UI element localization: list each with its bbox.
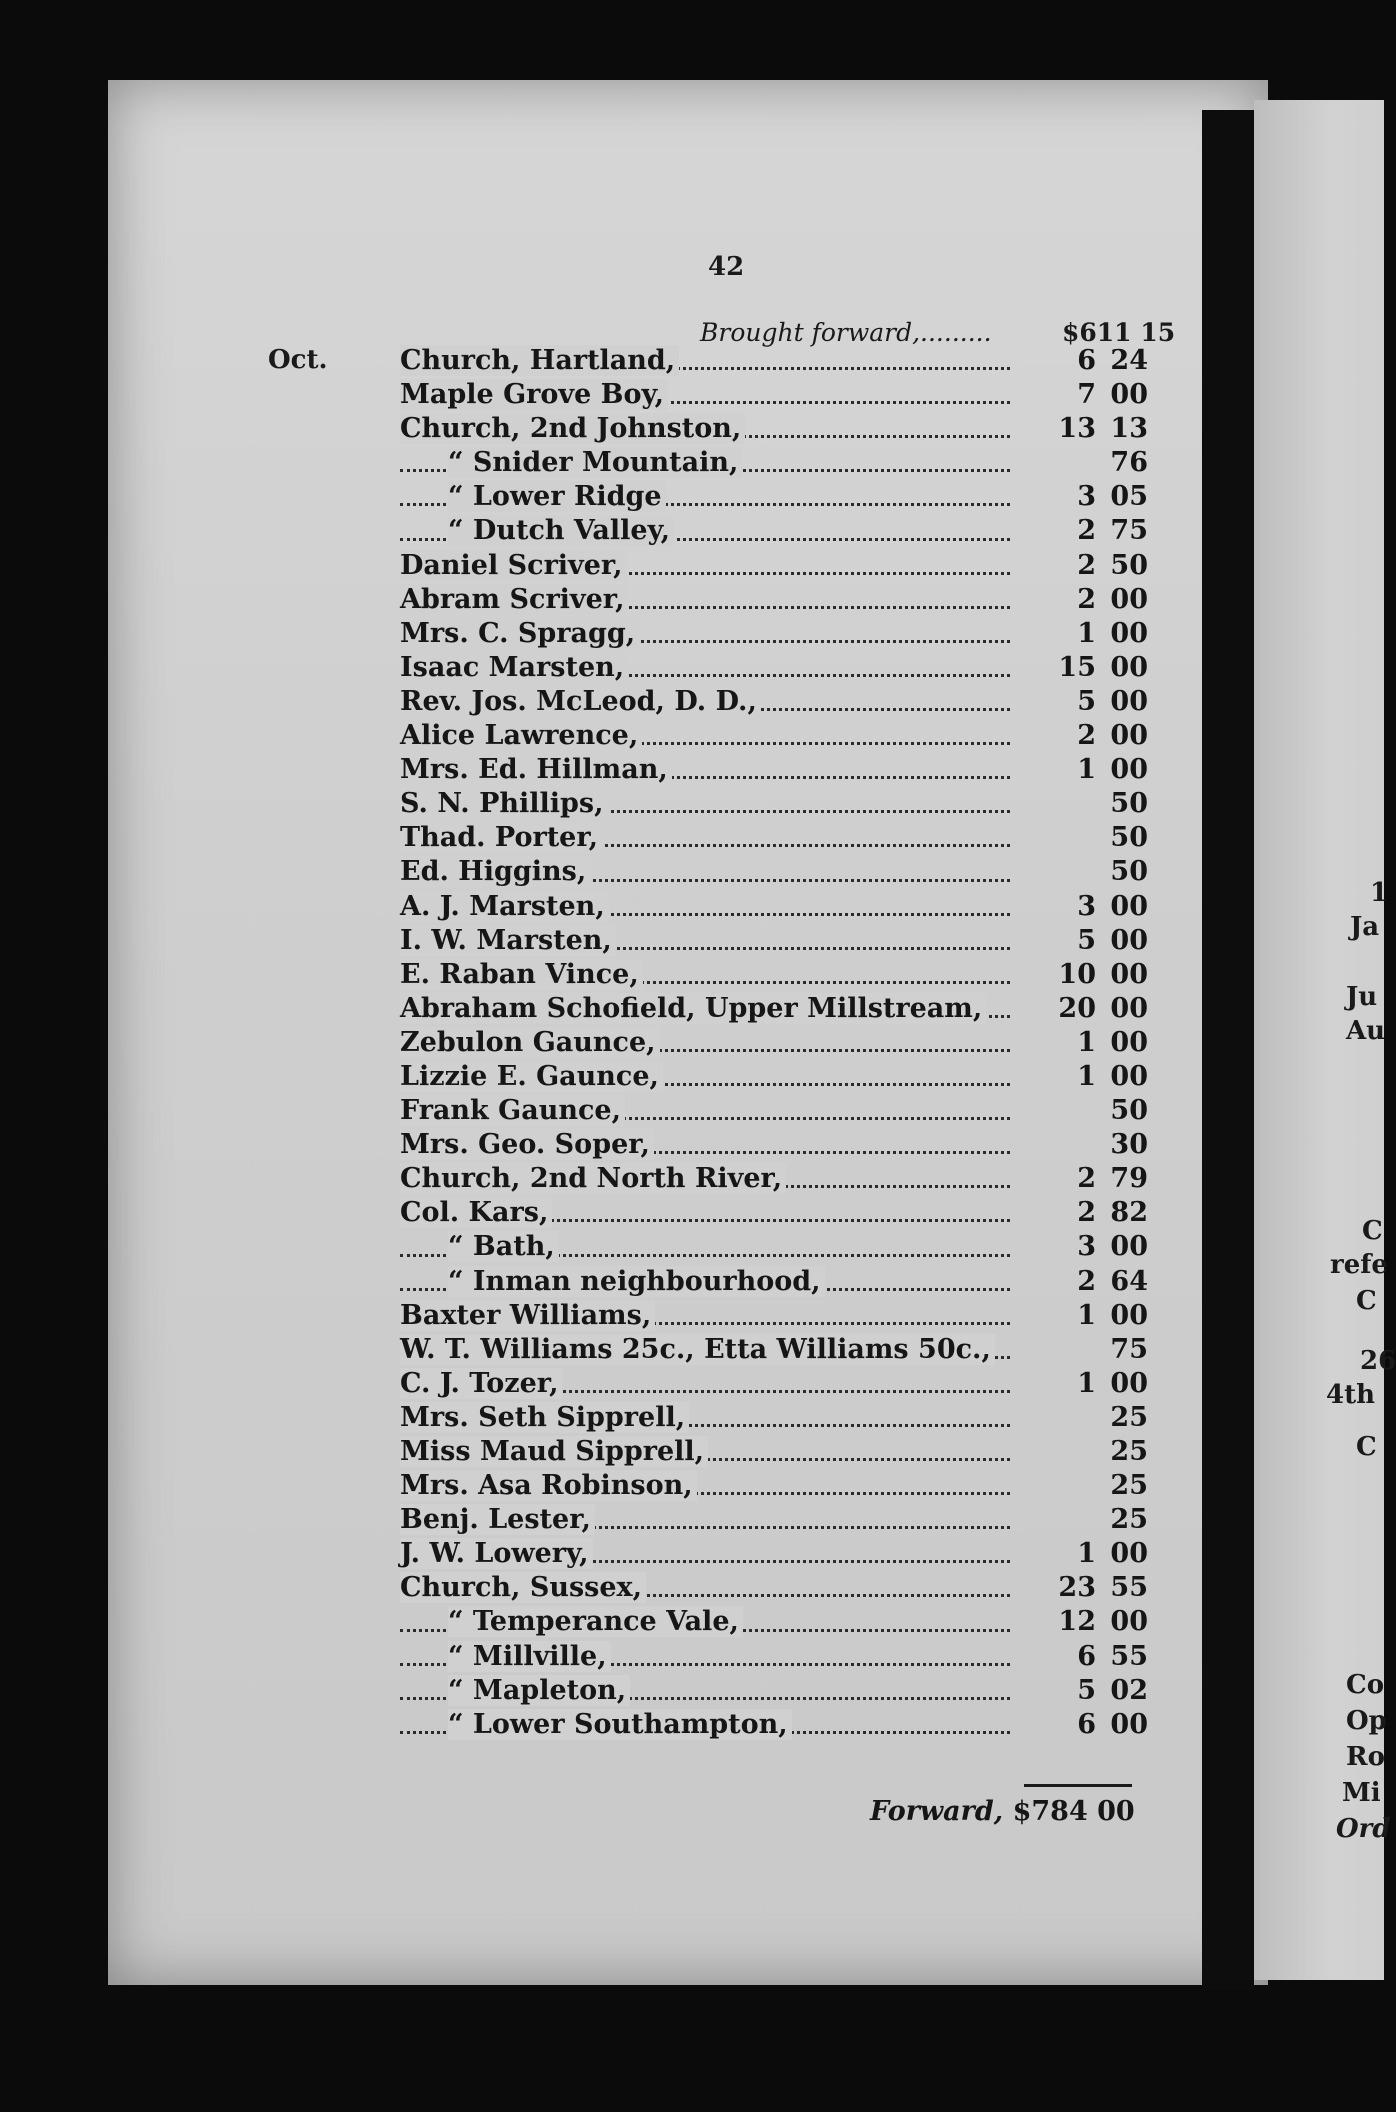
amount-cents: 13 xyxy=(1110,413,1148,445)
ledger-row xyxy=(370,821,1170,855)
donor-name xyxy=(400,1094,625,1128)
ledger-row xyxy=(370,1299,1170,1333)
amount xyxy=(1052,1571,1172,1605)
donor-name xyxy=(448,1230,559,1264)
amount-cents: 50 xyxy=(1110,822,1148,854)
donor-name-text: Miss Maud Sipprell, xyxy=(400,1436,708,1467)
book-spine-shadow xyxy=(1202,110,1254,1990)
ledger-row xyxy=(370,446,1170,480)
donor-name-text: Church, Sussex, xyxy=(400,1572,646,1603)
donor-name-text: Church, Hartland, xyxy=(400,345,679,376)
amount xyxy=(1052,685,1172,719)
amount-cents: 00 xyxy=(1110,617,1148,649)
donor-name-text: “ Lower Southampton, xyxy=(448,1709,792,1740)
amount xyxy=(1052,1469,1172,1503)
amount xyxy=(1052,651,1172,685)
amount-dollars: 2 xyxy=(1077,1265,1096,1297)
amount-cents: 24 xyxy=(1110,345,1148,376)
amount-dollars: 13 xyxy=(1058,413,1096,445)
donor-name xyxy=(448,446,742,480)
amount-cents: 00 xyxy=(1110,379,1148,411)
amount-dollars: 5 xyxy=(1077,1674,1096,1706)
amount-dollars: 20 xyxy=(1058,992,1096,1024)
donor-name-text: Maple Grove Boy, xyxy=(400,379,668,410)
amount-cents: 00 xyxy=(1110,1606,1148,1638)
donor-name xyxy=(448,1265,825,1299)
donor-name-text: Mrs. Asa Robinson, xyxy=(400,1470,697,1501)
amount xyxy=(1052,1537,1172,1571)
forward-dollars: $784 xyxy=(1012,1796,1088,1827)
donor-name xyxy=(400,651,628,685)
amount-cents: 50 xyxy=(1110,856,1148,888)
amount-cents: 64 xyxy=(1110,1265,1148,1297)
total-rule xyxy=(1024,1784,1132,1787)
ledger-row xyxy=(370,549,1170,583)
amount-cents: 50 xyxy=(1110,549,1148,581)
amount xyxy=(1052,1503,1172,1537)
page-number: 42 xyxy=(708,252,745,282)
ledger-row xyxy=(370,1708,1170,1742)
amount xyxy=(1052,1605,1172,1639)
donor-name-text: “ Dutch Valley, xyxy=(448,515,674,546)
donor-name-text: Alice Lawrence, xyxy=(400,720,642,751)
ledger-row xyxy=(370,1128,1170,1162)
donor-name-text: Col. Kars, xyxy=(400,1197,552,1228)
ledger-row xyxy=(370,1571,1170,1605)
amount-dollars: 3 xyxy=(1077,1231,1096,1263)
amount-cents: 50 xyxy=(1110,1095,1148,1127)
amount-cents: 76 xyxy=(1110,447,1148,479)
amount-cents: 00 xyxy=(1110,754,1148,786)
forward-total-line xyxy=(870,1796,1135,1827)
donor-name xyxy=(400,549,627,583)
amount-dollars: 10 xyxy=(1058,958,1096,990)
donor-name-text: Mrs. C. Spragg, xyxy=(400,618,639,649)
amount-dollars: 15 xyxy=(1058,651,1096,683)
donor-name-text: Frank Gaunce, xyxy=(400,1095,625,1126)
amount-dollars: 2 xyxy=(1077,720,1096,752)
donor-name-text: Mrs. Ed. Hillman, xyxy=(400,754,672,785)
amount-cents: 00 xyxy=(1110,685,1148,717)
donor-name xyxy=(400,1537,593,1571)
donor-name-text: Daniel Scriver, xyxy=(400,550,627,581)
ledger-row xyxy=(370,344,1170,378)
amount xyxy=(1052,855,1172,889)
donor-name xyxy=(400,719,642,753)
amount-dollars: 7 xyxy=(1077,379,1096,411)
amount-cents: 00 xyxy=(1110,1367,1148,1399)
ledger-row xyxy=(370,617,1170,651)
brought-forward-label: Brought forward,......... xyxy=(700,318,992,347)
donor-name xyxy=(448,1708,792,1742)
ledger-row xyxy=(370,753,1170,787)
amount-cents: 00 xyxy=(1110,583,1148,615)
donor-name xyxy=(400,855,590,889)
ledger-row xyxy=(370,1026,1170,1060)
donor-name-text: Mrs. Geo. Soper, xyxy=(400,1129,654,1160)
amount xyxy=(1052,1367,1172,1401)
donor-name xyxy=(400,753,672,787)
ledger-row xyxy=(370,412,1170,446)
donor-name-text: Mrs. Seth Sipprell, xyxy=(400,1402,689,1433)
donor-name-text: Lizzie E. Gaunce, xyxy=(400,1061,663,1092)
amount-cents: 55 xyxy=(1110,1572,1148,1604)
facing-page-fragment: C xyxy=(1356,1286,1377,1316)
amount xyxy=(1052,821,1172,855)
donor-name xyxy=(400,924,616,958)
amount-dollars: 1 xyxy=(1077,754,1096,786)
facing-page-fragment: Ord xyxy=(1336,1814,1391,1844)
ledger-row xyxy=(370,1367,1170,1401)
amount-cents: 00 xyxy=(1110,1060,1148,1092)
donor-name-text: “ Inman neighbourhood, xyxy=(448,1266,825,1297)
donor-name xyxy=(400,1162,786,1196)
amount-cents: 00 xyxy=(1110,890,1148,922)
amount-dollars: 6 xyxy=(1077,1640,1096,1672)
amount-dollars: 1 xyxy=(1077,1367,1096,1399)
month-label: Oct. xyxy=(268,345,328,375)
donor-name xyxy=(400,412,745,446)
facing-page-fragment: Mi xyxy=(1342,1778,1381,1808)
ledger-row xyxy=(370,1605,1170,1639)
ledger-row xyxy=(370,1162,1170,1196)
ledger-row xyxy=(370,685,1170,719)
forward-label: Forward, xyxy=(870,1796,1004,1827)
brought-forward-line xyxy=(700,318,1176,347)
donor-name-text: Church, 2nd North River, xyxy=(400,1163,786,1194)
ledger-row xyxy=(370,583,1170,617)
facing-page-fragment: 4th xyxy=(1326,1380,1376,1410)
donor-name xyxy=(400,1571,646,1605)
facing-page-fragment: Co xyxy=(1346,1670,1385,1700)
brought-forward-cents: 15 xyxy=(1140,318,1176,347)
donor-name-text: W. T. Williams 25c., Etta Williams 50c., xyxy=(400,1334,995,1365)
amount-dollars: 2 xyxy=(1077,1163,1096,1195)
amount-dollars: 2 xyxy=(1077,583,1096,615)
amount xyxy=(1052,1299,1172,1333)
donor-name xyxy=(400,685,761,719)
ledger-row xyxy=(370,1435,1170,1469)
amount-dollars: 1 xyxy=(1077,1026,1096,1058)
ledger-row xyxy=(370,992,1170,1026)
amount xyxy=(1052,719,1172,753)
donor-name xyxy=(400,1026,660,1060)
amount xyxy=(1052,1060,1172,1094)
amount xyxy=(1052,412,1172,446)
amount-cents: 79 xyxy=(1110,1163,1148,1195)
amount-cents: 00 xyxy=(1110,1538,1148,1570)
donor-name xyxy=(400,1469,697,1503)
amount xyxy=(1052,958,1172,992)
ledger-row xyxy=(370,958,1170,992)
ledger-row xyxy=(370,1640,1170,1674)
donor-name-text: Abram Scriver, xyxy=(400,584,628,615)
amount-cents: 25 xyxy=(1110,1504,1148,1536)
forward-cents: 00 xyxy=(1097,1796,1135,1827)
amount xyxy=(1052,1196,1172,1230)
facing-page-fragment: Op xyxy=(1346,1706,1387,1736)
amount-cents: 00 xyxy=(1110,992,1148,1024)
facing-page-fragment: Ja xyxy=(1350,912,1380,942)
amount-cents: 00 xyxy=(1110,958,1148,990)
donor-name xyxy=(400,1367,562,1401)
donor-name xyxy=(400,958,643,992)
donor-name-text: I. W. Marsten, xyxy=(400,925,616,956)
donor-name xyxy=(400,1196,552,1230)
amount xyxy=(1052,787,1172,821)
donor-name-text: Zebulon Gaunce, xyxy=(400,1027,660,1058)
amount-dollars: 6 xyxy=(1077,345,1096,376)
amount-cents: 75 xyxy=(1110,1333,1148,1365)
ledger-row xyxy=(370,1401,1170,1435)
amount xyxy=(1052,1435,1172,1469)
ledger-row xyxy=(370,1333,1170,1367)
amount xyxy=(1052,1128,1172,1162)
ledger-row xyxy=(370,1674,1170,1708)
facing-page-fragment: Au xyxy=(1346,1016,1386,1046)
ledger-row xyxy=(370,1537,1170,1571)
donor-name-text: Church, 2nd Johnston, xyxy=(400,413,745,444)
donor-name xyxy=(400,378,668,412)
amount xyxy=(1052,617,1172,651)
ledger-row xyxy=(370,855,1170,889)
amount xyxy=(1052,924,1172,958)
donor-name xyxy=(400,787,608,821)
amount-cents: 00 xyxy=(1110,651,1148,683)
amount xyxy=(1052,1265,1172,1299)
ledger-entries xyxy=(370,344,1170,1742)
amount-cents: 75 xyxy=(1110,515,1148,547)
amount-cents: 50 xyxy=(1110,788,1148,820)
amount-cents: 00 xyxy=(1110,720,1148,752)
amount-cents: 00 xyxy=(1110,1026,1148,1058)
amount xyxy=(1052,890,1172,924)
donor-name-text: Ed. Higgins, xyxy=(400,856,590,887)
donor-name-text: “ Bath, xyxy=(448,1231,559,1262)
amount xyxy=(1052,1162,1172,1196)
amount xyxy=(1052,446,1172,480)
facing-page-fragment: C xyxy=(1356,1432,1377,1462)
amount xyxy=(1052,1333,1172,1367)
amount xyxy=(1052,1708,1172,1742)
ledger-row xyxy=(370,1060,1170,1094)
facing-page-fragment: 1 xyxy=(1370,878,1389,908)
donor-name xyxy=(400,583,628,617)
donor-name xyxy=(448,480,666,514)
donor-name-text: E. Raban Vince, xyxy=(400,959,643,990)
amount-cents: 00 xyxy=(1110,1299,1148,1331)
ledger-row xyxy=(370,651,1170,685)
amount-dollars: 1 xyxy=(1077,617,1096,649)
amount-cents: 02 xyxy=(1110,1674,1148,1706)
amount xyxy=(1052,514,1172,548)
amount xyxy=(1052,1640,1172,1674)
amount-dollars: 3 xyxy=(1077,890,1096,922)
donor-name xyxy=(448,1640,611,1674)
ledger-row xyxy=(370,890,1170,924)
donor-name xyxy=(400,1128,654,1162)
ledger-row xyxy=(370,719,1170,753)
amount xyxy=(1052,753,1172,787)
ledger-row xyxy=(370,1265,1170,1299)
donor-name xyxy=(400,344,679,378)
donor-name xyxy=(400,1060,663,1094)
ledger-row xyxy=(370,1094,1170,1128)
donor-name xyxy=(400,1503,595,1537)
ledger-row xyxy=(370,787,1170,821)
amount xyxy=(1052,583,1172,617)
facing-page-fragment: refe xyxy=(1330,1250,1388,1280)
amount-dollars: 3 xyxy=(1077,481,1096,513)
ledger-row xyxy=(370,1503,1170,1537)
donor-name-text: J. W. Lowery, xyxy=(400,1538,593,1569)
ledger-row xyxy=(370,480,1170,514)
donor-name-text: Abraham Schofield, Upper Millstream, xyxy=(400,993,986,1024)
donor-name-text: Benj. Lester, xyxy=(400,1504,595,1535)
brought-forward-dollars: $611 xyxy=(1062,318,1132,347)
ledger-row xyxy=(370,514,1170,548)
amount-dollars: 23 xyxy=(1058,1572,1096,1604)
amount-dollars: 2 xyxy=(1077,1197,1096,1229)
donor-name xyxy=(400,890,609,924)
amount xyxy=(1052,549,1172,583)
amount xyxy=(1052,1094,1172,1128)
donor-name xyxy=(448,1605,743,1639)
amount xyxy=(1052,1674,1172,1708)
amount-cents: 00 xyxy=(1110,1708,1148,1740)
amount-cents: 00 xyxy=(1110,924,1148,956)
donor-name-text: “ Snider Mountain, xyxy=(448,447,742,478)
donor-name xyxy=(400,992,986,1026)
donor-name xyxy=(448,514,674,548)
amount-cents: 55 xyxy=(1110,1640,1148,1672)
amount-cents: 82 xyxy=(1110,1197,1148,1229)
donor-name-text: “ Mapleton, xyxy=(448,1675,630,1706)
donor-name xyxy=(400,1401,689,1435)
donor-name-text: Thad. Porter, xyxy=(400,822,602,853)
amount xyxy=(1052,378,1172,412)
brought-forward-amount xyxy=(1062,318,1175,347)
amount-cents: 30 xyxy=(1110,1129,1148,1161)
amount-dollars: 5 xyxy=(1077,924,1096,956)
facing-page-fragment: C xyxy=(1362,1216,1383,1246)
amount-dollars: 2 xyxy=(1077,515,1096,547)
donor-name xyxy=(400,617,639,651)
amount-cents: 25 xyxy=(1110,1436,1148,1467)
amount xyxy=(1052,344,1172,378)
amount-dollars: 5 xyxy=(1077,685,1096,717)
donor-name xyxy=(400,1435,708,1469)
ledger-row xyxy=(370,378,1170,412)
facing-page-fragment: Ju xyxy=(1346,982,1378,1012)
amount xyxy=(1052,992,1172,1026)
ledger-row xyxy=(370,1196,1170,1230)
facing-page-fragment: 26 xyxy=(1360,1346,1396,1376)
donor-name-text: C. J. Tozer, xyxy=(400,1368,562,1399)
amount-dollars: 1 xyxy=(1077,1299,1096,1331)
facing-page-fragment: Ro xyxy=(1346,1742,1385,1772)
amount xyxy=(1052,480,1172,514)
amount-dollars: 2 xyxy=(1077,549,1096,581)
donor-name xyxy=(400,821,602,855)
donor-name-text: A. J. Marsten, xyxy=(400,891,609,922)
amount xyxy=(1052,1230,1172,1264)
amount-cents: 25 xyxy=(1110,1401,1148,1433)
amount-dollars: 1 xyxy=(1077,1060,1096,1092)
amount-dollars: 12 xyxy=(1058,1606,1096,1638)
donor-name xyxy=(400,1333,995,1367)
donor-name xyxy=(448,1674,630,1708)
donor-name-text: Baxter Williams, xyxy=(400,1300,655,1331)
ledger-row xyxy=(370,924,1170,958)
amount-cents: 25 xyxy=(1110,1470,1148,1502)
amount-cents: 05 xyxy=(1110,481,1148,513)
amount xyxy=(1052,1026,1172,1060)
donor-name-text: “ Temperance Vale, xyxy=(448,1606,743,1637)
donor-name-text: “ Millville, xyxy=(448,1641,611,1672)
amount-dollars: 1 xyxy=(1077,1538,1096,1570)
donor-name-text: Rev. Jos. McLeod, D. D., xyxy=(400,686,761,717)
donor-name-text: “ Lower Ridge xyxy=(448,481,666,512)
donor-name-text: Isaac Marsten, xyxy=(400,652,628,683)
amount-cents: 00 xyxy=(1110,1231,1148,1263)
ledger-row xyxy=(370,1469,1170,1503)
donor-name-text: S. N. Phillips, xyxy=(400,788,608,819)
amount-dollars: 6 xyxy=(1077,1708,1096,1740)
amount xyxy=(1052,1401,1172,1435)
donor-name xyxy=(400,1299,655,1333)
ledger-row xyxy=(370,1230,1170,1264)
